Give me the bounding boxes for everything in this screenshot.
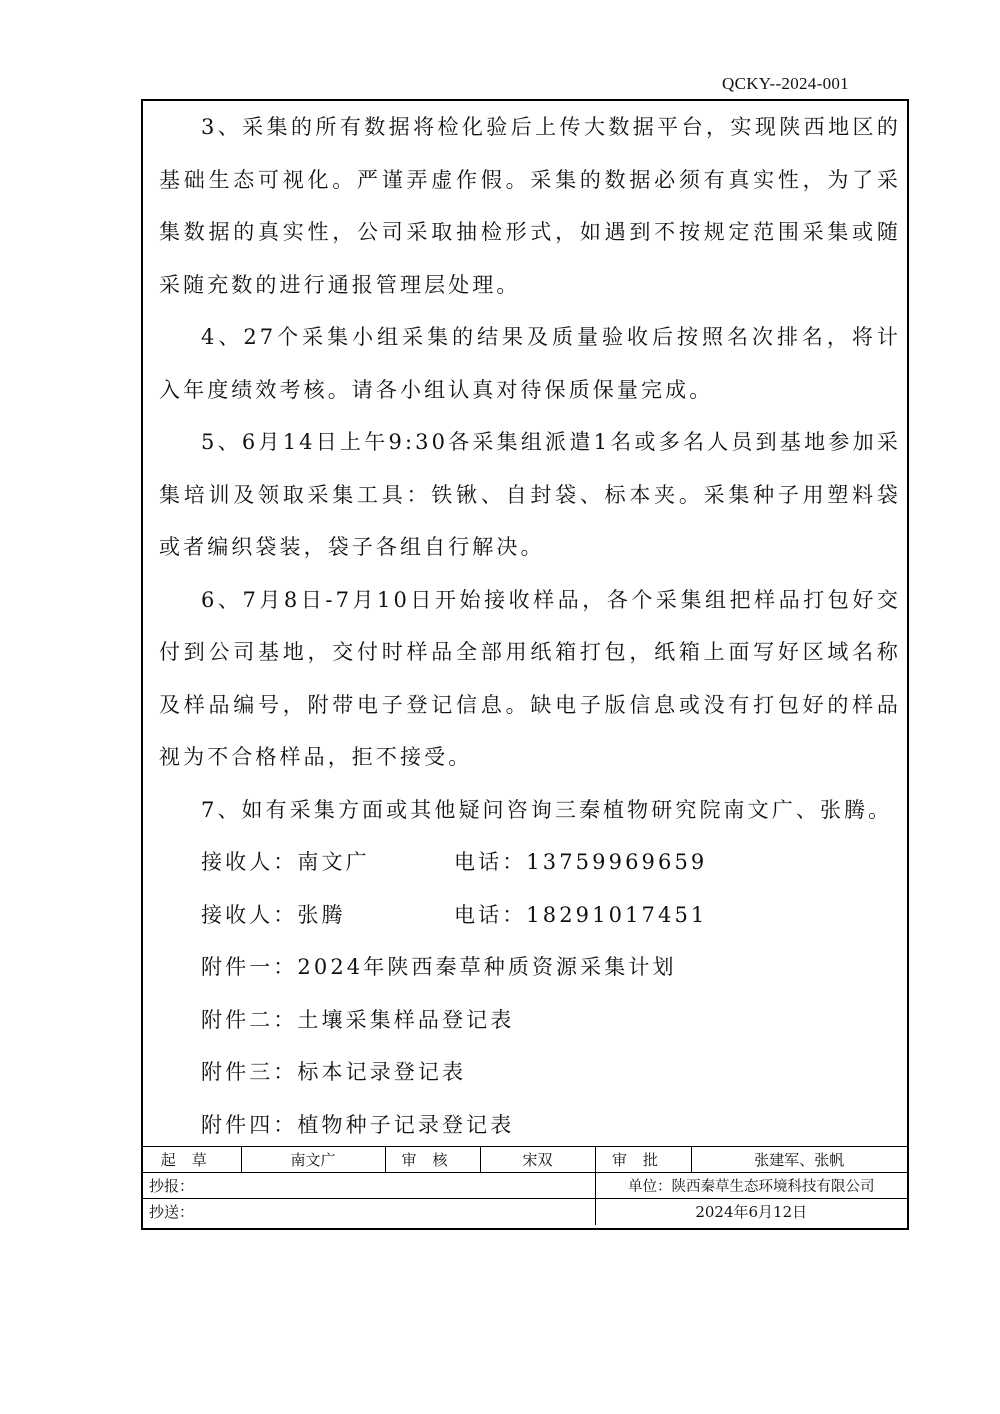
review-value: 宋双 bbox=[480, 1147, 595, 1173]
body-text bbox=[159, 101, 901, 1151]
issuing-organization: 单位：陕西秦草生态环境科技有限公司 bbox=[595, 1173, 907, 1199]
draft-value: 南文广 bbox=[241, 1147, 385, 1173]
attachment-item: 附件四：植物种子记录登记表 bbox=[201, 1112, 515, 1137]
cc-send-label: 抄送： bbox=[143, 1199, 595, 1225]
paragraph-item-3: 3、采集的所有数据将检化验后上传大数据平台，实现陕西地区的基础生态可视化。严谨弄虚作假。采集的数据必须有真实性，为了采集数据的真实性，公司采取抽检形式，如遇到不按规定范围采集或随采随充数的进行通报管理层处理。 bbox=[159, 115, 901, 297]
paragraph-item-5: 5、6月14日上午9:30各采集组派遣1名或多名人员到基地参加采集培训及领取采集工具：铁锹、自封袋、标本夹。采集种子用塑料袋或者编织袋装，袋子各组自行解决。 bbox=[159, 430, 901, 559]
draft-label: 起草 bbox=[143, 1147, 241, 1173]
attachment-item: 附件三：标本记录登记表 bbox=[201, 1060, 467, 1084]
contact-phone: 电话：18291017451 bbox=[454, 902, 708, 927]
approve-label: 审批 bbox=[595, 1147, 691, 1173]
cc-send-row bbox=[143, 1199, 907, 1225]
document-frame bbox=[141, 99, 909, 1230]
attachment-item: 附件二：土壤采集样品登记表 bbox=[201, 1007, 515, 1032]
cc-report-label: 抄报： bbox=[143, 1173, 595, 1199]
contact-row bbox=[159, 836, 901, 889]
paragraph-item-6: 6、7月8日-7月10日开始接收样品，各个采集组把样品打包好交付到公司基地，交付时样品全部用纸箱打包，纸箱上面写好区域名称及样品编号，附带电子登记信息。缺电子版信息或没有打包好的样品视为不合格样品，拒不接受。 bbox=[159, 587, 901, 769]
issue-date: 2024年6月12日 bbox=[595, 1199, 907, 1225]
paragraph-item-7: 7、如有采集方面或其他疑问咨询三秦植物研究院南文广、张腾。 bbox=[201, 797, 893, 822]
cc-report-row bbox=[143, 1173, 907, 1199]
paragraph-item-4: 4、27个采集小组采集的结果及质量验收后按照名次排名，将计入年度绩效考核。请各小组认真对待保质保量完成。 bbox=[159, 325, 901, 402]
review-label: 审核 bbox=[385, 1147, 480, 1173]
contact-row bbox=[159, 889, 901, 942]
approve-value: 张建军、张帆 bbox=[691, 1147, 907, 1173]
signoff-row bbox=[143, 1147, 907, 1173]
document-code: QCKY--2024-001 bbox=[722, 74, 849, 93]
contact-name: 接收人：张腾 bbox=[201, 902, 346, 927]
contact-name: 接收人：南文广 bbox=[201, 850, 370, 874]
contact-phone: 电话：13759969659 bbox=[454, 850, 708, 874]
signoff-table bbox=[143, 1146, 907, 1225]
attachment-item: 附件一：2024年陕西秦草种质资源采集计划 bbox=[201, 955, 677, 979]
